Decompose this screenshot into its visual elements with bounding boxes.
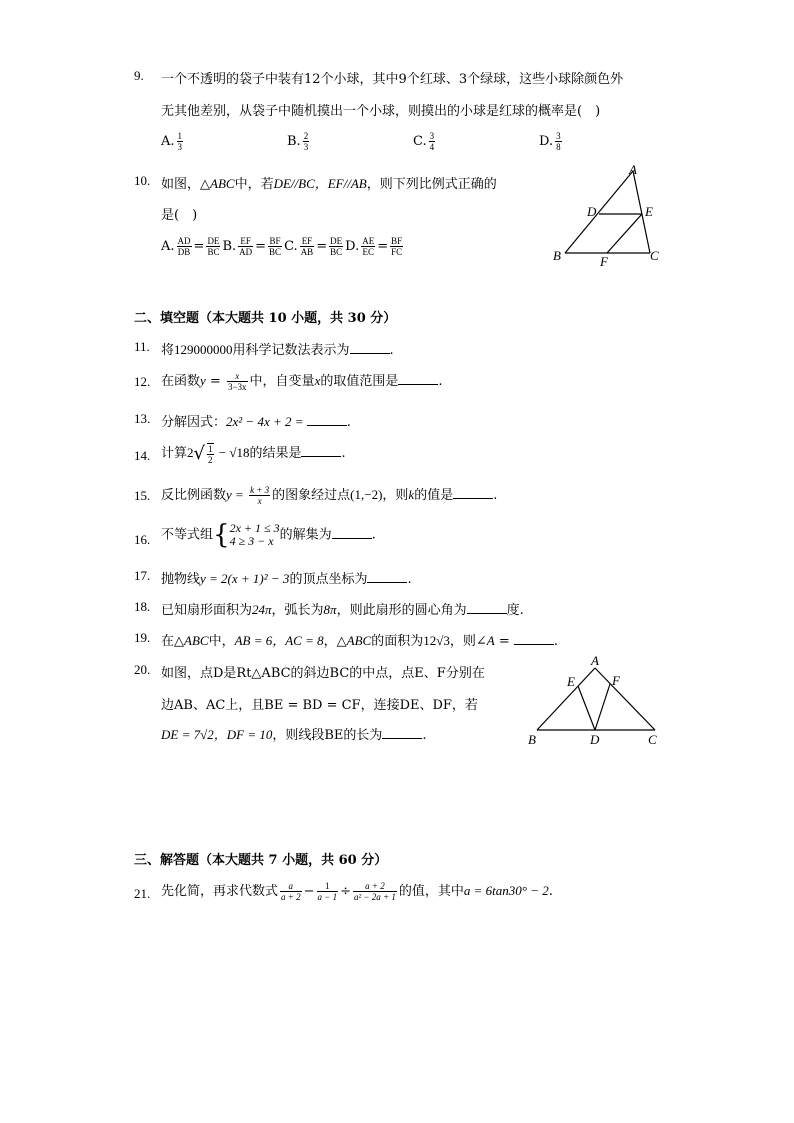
q10-number: 10.	[134, 173, 151, 188]
side-ab	[537, 668, 595, 730]
q20-figure	[525, 650, 665, 748]
q10-option-b: B. $\frac{EF}{AD}$ = $\frac{BF}{BC}$	[222, 236, 282, 257]
side-ac	[595, 668, 655, 730]
q10-line2: 是( )	[161, 208, 198, 223]
answer-blank	[467, 601, 507, 614]
q10-options	[161, 236, 405, 257]
q9-number: 9.	[134, 68, 144, 83]
q9-line1: 一个不透明的袋子中装有12个小球，其中9个红球、3个绿球，这些小球除颜色外	[161, 72, 624, 87]
q20-number: 20.	[134, 662, 151, 677]
answer-blank	[382, 726, 422, 739]
q20-line3: DE = 7√2，DF = 10，则线段BE的长为 .	[161, 727, 427, 743]
q10-figure	[545, 158, 675, 270]
answer-blank	[398, 372, 438, 385]
q19-number: 19.	[134, 630, 151, 645]
q14-number: 14.	[134, 448, 151, 463]
answer-blank	[332, 526, 372, 539]
label-e: E	[567, 674, 575, 689]
answer-blank	[301, 444, 341, 457]
q10-option-c: C. $\frac{EF}{AB}$ = $\frac{DE}{BC}$	[284, 236, 343, 257]
q21-number: 21.	[134, 886, 151, 901]
q20-line2: 边AB、AC上，且BE = BD = CF，连接DE、DF，若	[161, 698, 478, 713]
section3-heading: 三、解答题（本大题共 7 小题，共 60 分）	[134, 853, 388, 868]
q12-number: 12.	[134, 374, 151, 389]
label-e: E	[645, 204, 653, 219]
q12-text: 在函数y = $\frac{x}{3-3x}$ 中，自变量x的取值范围是 .	[161, 371, 443, 392]
label-c: C	[650, 248, 659, 263]
label-a: A	[629, 162, 637, 177]
q11-text: 将129000000用科学记数法表示为 .	[161, 342, 394, 358]
q17-text: 抛物线y = 2(x + 1)² − 3的顶点坐标为 .	[161, 571, 412, 587]
q17-number: 17.	[134, 568, 151, 583]
label-c: C	[648, 732, 657, 747]
q13-number: 13.	[134, 411, 151, 426]
q10-option-d: D. $\frac{AE}{EC}$ = $\frac{BF}{FC}$	[345, 236, 403, 257]
label-a: A	[591, 653, 599, 668]
label-f: F	[612, 673, 620, 688]
q9-option-a: A. $\frac{1}{3}$	[161, 131, 183, 152]
q21-text: 先化简，再求代数式 $\frac{a}{a + 2}$ − $\frac{1}{a - 1}$ ÷ $\frac{a + 2}{\text{a² − 2a + 1}}$ 的值，其中a = 6tan30° − 2.	[161, 881, 553, 902]
q15-text: 反比例函数y = $\frac{k + 3}{x}$ 的图象经过点(1,−2)，则k的值是 .	[161, 485, 498, 506]
q16-number: 16.	[134, 532, 151, 547]
q11-number: 11.	[134, 339, 150, 354]
q16-text: 不等式组{ 2x + 1 ≤ 3 4 ≥ 3 − x 的解集为 .	[161, 520, 376, 550]
section2-heading: 二、填空题（本大题共 10 小题，共 30 分）	[134, 311, 397, 326]
q19-text: 在△ABC中，AB = 6，AC = 8，△ABC的面积为12√3，则∠A = .	[161, 633, 559, 649]
answer-blank	[307, 413, 347, 426]
q9-option-c: C. $\frac{3}{4}$	[413, 131, 435, 152]
q9-option-b: B. $\frac{2}{3}$	[287, 131, 309, 152]
label-b: B	[528, 732, 536, 747]
q18-number: 18.	[134, 599, 151, 614]
label-f: F	[600, 254, 608, 269]
q15-number: 15.	[134, 488, 151, 503]
answer-blank	[350, 341, 390, 354]
q14-text: 计算2√ $\frac{1}{2}$ − √18的结果是 .	[161, 443, 346, 465]
label-b: B	[553, 248, 561, 263]
answer-blank	[367, 570, 407, 583]
q9-line2: 无其他差别，从袋子中随机摸出一个小球，则摸出的小球是红球的概率是( )	[161, 104, 601, 119]
segment-df	[595, 684, 610, 730]
q18-text: 已知扇形面积为24π，弧长为8π，则此扇形的圆心角为 度.	[161, 602, 524, 618]
q20-line1: 如图，点D是Rt△ABC的斜边BC的中点，点E、F分别在	[161, 666, 485, 681]
label-d: D	[590, 732, 600, 747]
label-d: D	[587, 204, 597, 219]
q13-text: 分解因式：2x² − 4x + 2 = .	[161, 414, 351, 430]
q10-line1: 如图，△ABC中，若DE//BC，EF//AB，则下列比例式正确的	[161, 176, 497, 192]
q10-option-a: A. $\frac{AD}{DB}$ = $\frac{DE}{BC}$	[161, 236, 220, 257]
answer-blank	[514, 632, 554, 645]
segment-ef	[607, 214, 642, 253]
answer-blank	[453, 486, 493, 499]
segment-de	[578, 686, 595, 730]
q9-option-d: D. $\frac{3}{8}$	[539, 131, 561, 152]
side-ab	[565, 171, 633, 253]
